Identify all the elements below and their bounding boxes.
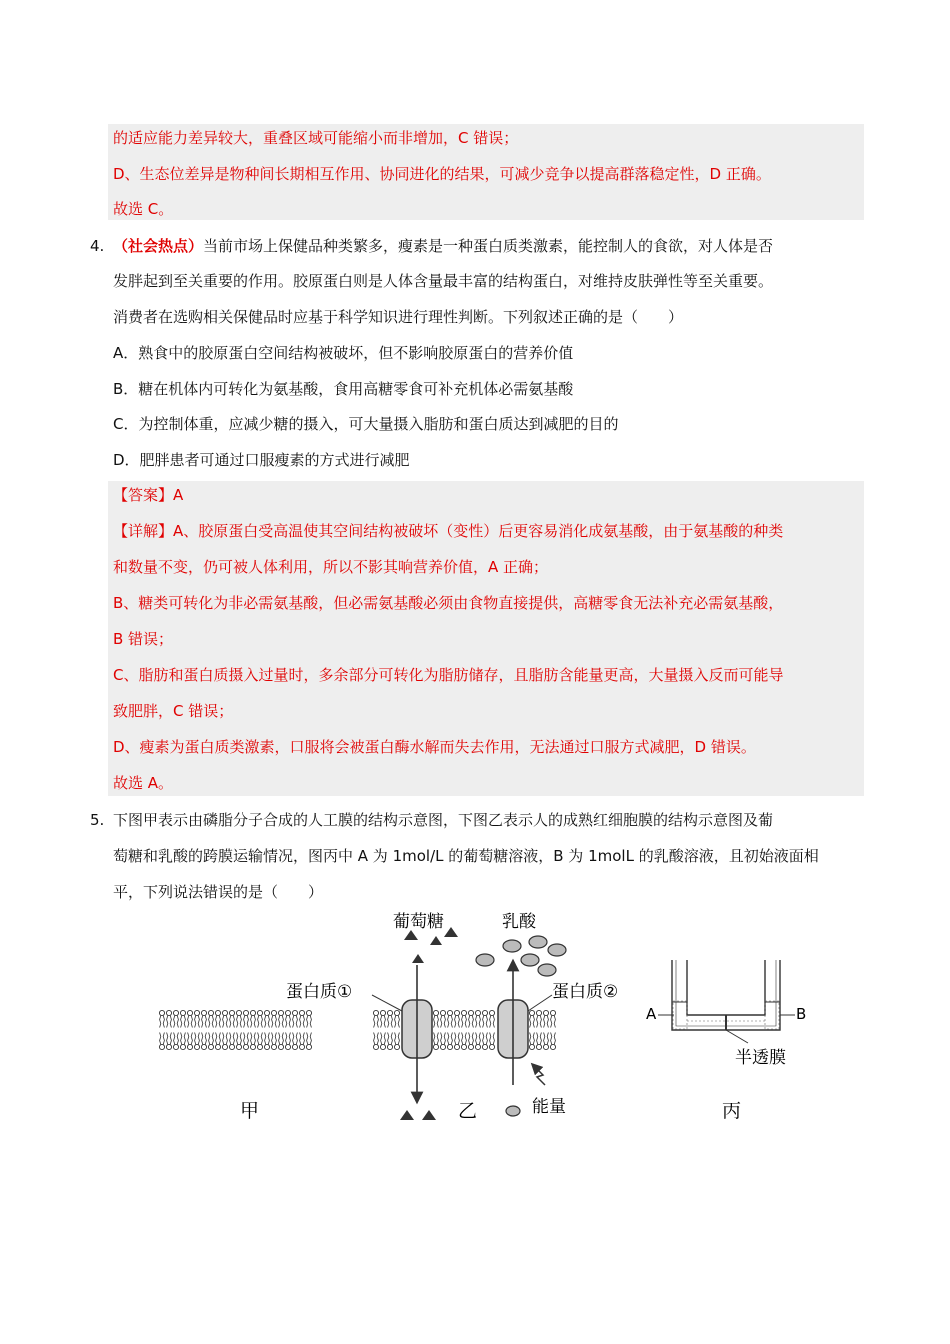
q4-option-d: D．肥胖患者可通过口服瘦素的方式进行减肥 xyxy=(113,451,410,469)
protein-2-pointer xyxy=(528,995,552,1011)
q4-option-a: A．熟食中的胶原蛋白空间结构被破坏，但不影响胶原蛋白的营养价值 xyxy=(113,344,574,362)
q4-answer-value: A xyxy=(173,486,184,504)
q4-detail-line-4: B 错误； xyxy=(113,630,174,648)
glucose-label: 葡萄糖 xyxy=(393,912,444,932)
q4-detail-line-2: 和数量不变，仍可被人体利用，所以不影其响营养价值，A 正确； xyxy=(113,558,549,576)
lactate-label: 乳酸 xyxy=(502,912,536,932)
caption-jia: 甲 xyxy=(240,1100,260,1122)
prev-answer-line-1: 的适应能力差异较大，重叠区域可能缩小而非增加，C 错误； xyxy=(113,129,519,147)
q4-detail-line-1 xyxy=(113,521,783,541)
prev-answer-line-3: 故选 C。 xyxy=(113,200,174,218)
artificial-membrane-bilayer xyxy=(159,1010,311,1049)
protein-1-pointer xyxy=(372,995,402,1011)
q5-stem-line-2: 萄糖和乳酸的跨膜运输情况，图丙中 A 为 1mol/L 的葡萄糖溶液，B 为 1molL 的乳酸溶液，且初始液面相 xyxy=(113,847,819,865)
q5-number: 5. xyxy=(90,811,105,829)
q4-answer-label: 【答案】 xyxy=(113,486,174,504)
q4-stem-line-2: 发胖起到至关重要的作用。胶原蛋白则是人体含量最丰富的结构蛋白，对维持皮肤弹性等至关重要。 xyxy=(113,272,774,290)
q4-detail-line-5: C、脂肪和蛋白质摄入过量时，多余部分可转化为脂肪储存，且脂肪含能量更高，大量摄入反而可能导 xyxy=(113,666,784,684)
q4-option-b: B．糖在机体内可转化为氨基酸，食用高糖零食可补充机体必需氨基酸 xyxy=(113,380,574,398)
protein-1-label: 蛋白质① xyxy=(286,982,353,1002)
q4-answer xyxy=(113,485,183,505)
glucose-molecules-outside xyxy=(404,927,458,963)
caption-bing: 丙 xyxy=(722,1100,742,1122)
caption-yi: 乙 xyxy=(458,1100,478,1122)
side-a-label: A xyxy=(646,1005,657,1023)
membrane-figure xyxy=(0,905,950,1145)
q4-tag: （社会热点） xyxy=(113,237,204,255)
membrane-label: 半透膜 xyxy=(735,1048,786,1068)
q4-option-c: C．为控制体重，应减少糖的摄入，可大量摄入脂肪和蛋白质达到减肥的目的 xyxy=(113,415,619,433)
q4-detail-text-1: A、胶原蛋白受高温使其空间结构被破坏（变性）后更容易消化成氨基酸，由于氨基酸的种类 xyxy=(173,522,784,540)
q4-detail-line-6: 致肥胖，C 错误； xyxy=(113,702,234,720)
glucose-molecules-inside xyxy=(400,1110,436,1120)
q4-number: 4. xyxy=(90,237,105,255)
protein-2-label: 蛋白质② xyxy=(552,982,619,1002)
energy-label: 能量 xyxy=(532,1097,566,1117)
energy-arrow xyxy=(535,1067,545,1085)
q4-stem-line-1 xyxy=(113,236,773,256)
membrane-pointer xyxy=(726,1030,748,1043)
prev-answer-line-2: D、生态位差异是物种间长期相互作用、协同进化的结果，可减少竞争以提高群落稳定性，D 正确。 xyxy=(113,165,771,183)
side-b-label: B xyxy=(796,1005,807,1023)
q4-stem-line-3: 消费者在选购相关保健品时应基于科学知识进行理性判断。下列叙述正确的是（ ） xyxy=(113,308,684,326)
q4-detail-label: 【详解】 xyxy=(113,522,174,540)
q4-detail-line-8: 故选 A。 xyxy=(113,774,174,792)
q5-stem-line-1: 下图甲表示由磷脂分子合成的人工膜的结构示意图，下图乙表示人的成熟红细胞膜的结构示意图及葡 xyxy=(113,811,774,829)
q5-stem-line-3: 平，下列说法错误的是（ ） xyxy=(113,883,324,901)
q4-detail-line-3: B、糖类可转化为非必需氨基酸，但必需氨基酸必须由食物直接提供，高糖零食无法补充必需氨基酸， xyxy=(113,594,784,612)
q4-detail-line-7: D、瘦素为蛋白质类激素，口服将会被蛋白酶水解而失去作用，无法通过口服方式减肥，D 错误。 xyxy=(113,738,756,756)
q4-stem-first: 当前市场上保健品种类繁多，瘦素是一种蛋白质类激素，能控制人的食欲，对人体是否 xyxy=(203,237,774,255)
